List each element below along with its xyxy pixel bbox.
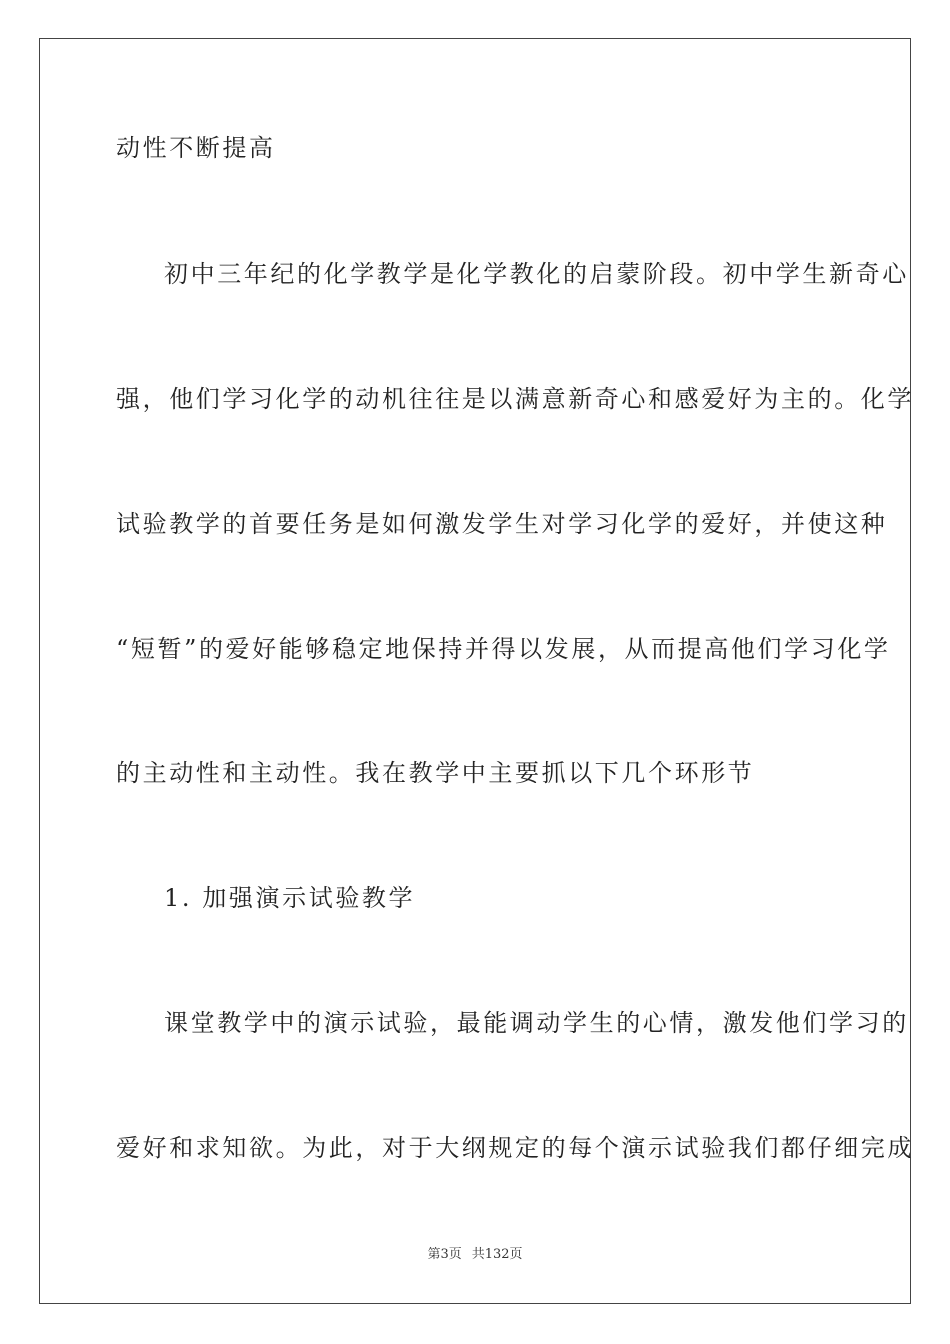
total-pages: 共132页	[471, 1247, 523, 1262]
paragraph-start-line: 课堂教学中的演示试验，最能调动学生的心情，激发他们学习的	[164, 1009, 909, 1037]
page-border	[39, 38, 911, 1304]
text-line: “短暂”的爱好能够稳定地保持并得以发展，从而提高他们学习化学	[116, 635, 891, 663]
text-line: 的主动性和主动性。我在教学中主要抓以下几个环形节	[116, 759, 755, 787]
paragraph-start-line: 初中三年纪的化学教学是化学教化的启蒙阶段。初中学生新奇心	[164, 260, 909, 288]
page-number: 第3页	[427, 1247, 462, 1262]
text-line: 试验教学的首要任务是如何激发学生对学习化学的爱好，并使这种	[116, 510, 888, 538]
page-footer	[0, 1247, 950, 1263]
text-line: 爱好和求知欲。为此，对于大纲规定的每个演示试验我们都仔细完成	[116, 1134, 914, 1162]
text-line: 动性不断提高	[116, 134, 276, 162]
text-line: 强，他们学习化学的动机往往是以满意新奇心和感爱好为主的。化学	[116, 385, 914, 413]
section-heading: 1. 加强演示试验教学	[164, 884, 416, 912]
